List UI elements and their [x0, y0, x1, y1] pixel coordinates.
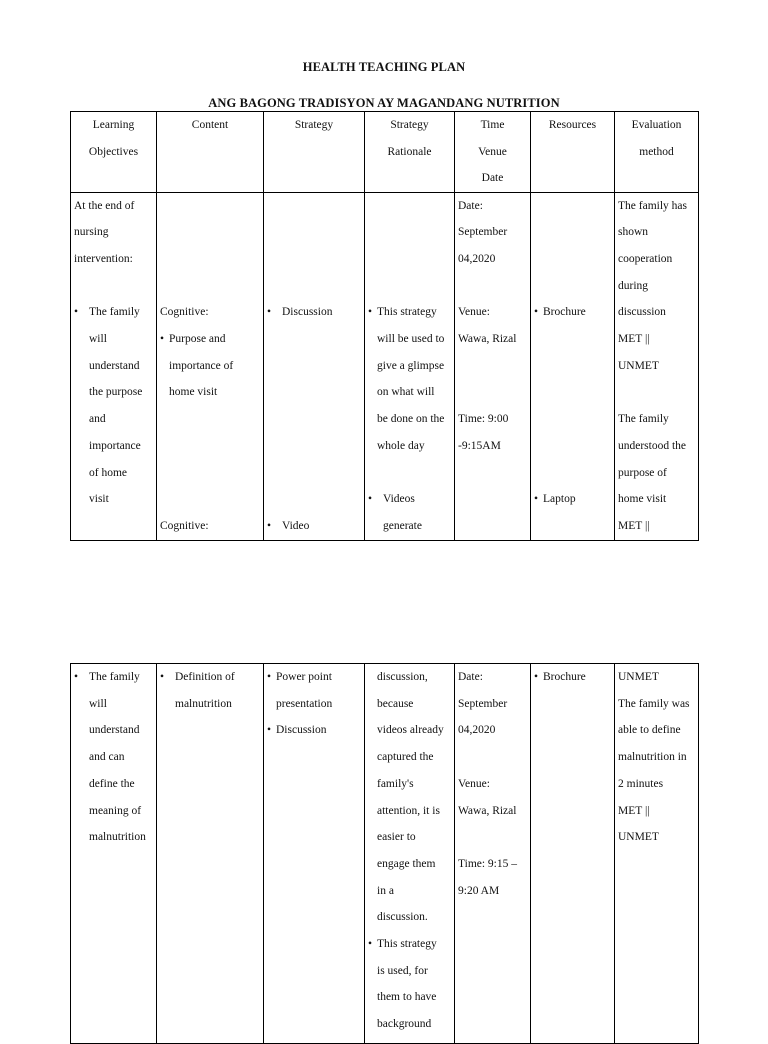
list-item: • This strategy is used, for them to have background [368, 931, 451, 1038]
list-item: • Discussion [267, 299, 361, 326]
page-title: HEALTH TEACHING PLAN [302, 60, 466, 74]
bullet-icon: • [160, 332, 165, 345]
strategy-cell [264, 664, 365, 1044]
list-item: • The family will understand and can define the meaning of malnutrition [74, 664, 153, 851]
header-evaluation-method: Evaluation method [615, 112, 699, 193]
header-learning-objectives: Learning Objectives [71, 112, 157, 193]
bullet-icon: • [160, 671, 165, 683]
list-item: • Discussion [267, 717, 361, 744]
header-content: Content [157, 112, 264, 193]
content-cell [157, 664, 264, 1044]
resources-cell [531, 192, 615, 540]
header-time-venue-date: Time Venue Date [455, 112, 531, 193]
evaluation-cell: UNMET The family was able to define malnutrition in 2 minutes MET || UNMET [615, 664, 699, 1044]
bullet-icon: • [368, 938, 373, 951]
resources-cell [531, 664, 615, 1044]
table-row [71, 192, 699, 540]
list-item: • The family will understand the purpose and importance of home visit [74, 299, 153, 513]
list-item: • Definition of malnutrition [160, 664, 260, 717]
objectives-cell [71, 664, 157, 1044]
teaching-plan-table-2 [70, 663, 699, 1044]
time-venue-date-cell: Date: September 04,2020 Venue: Wawa, Rizal Time: 9:15 – 9:20 AM [455, 664, 531, 1044]
list-item: • Laptop [534, 486, 611, 513]
bullet-icon: • [74, 671, 79, 683]
list-item: • Brochure [534, 299, 611, 326]
bullet-icon: • [74, 306, 79, 319]
list-item: • Videos generate [368, 486, 451, 539]
header-strategy-rationale: Strategy Rationale [365, 112, 455, 193]
table-row [71, 664, 699, 1044]
content-cell: Cognitive: • Purpose and importance of home visit Cognitive: [157, 192, 264, 540]
bullet-icon: • [368, 493, 373, 506]
bullet-icon: • [534, 306, 539, 319]
header-strategy: Strategy [264, 112, 365, 193]
bullet-icon: • [534, 493, 539, 506]
bullet-icon: • [267, 306, 272, 319]
page-subtitle: ANG BAGONG TRADISYON AY MAGANDANG NUTRITION [208, 96, 560, 110]
bullet-icon: • [267, 724, 272, 737]
list-item: • Power point presentation [267, 664, 361, 717]
teaching-plan-table-1 [70, 111, 699, 541]
bullet-icon: • [368, 306, 373, 319]
bullet-icon: • [267, 519, 272, 532]
list-item: • Video [267, 513, 361, 540]
header-row [71, 112, 699, 193]
list-item: • Purpose and importance of home visit [160, 326, 260, 406]
list-item: • This strategy will be used to give a glimpse on what will be done on the whole day [368, 299, 451, 459]
objectives-cell: At the end of nursing intervention: • The family will understand the purpose and importance of home visit [71, 192, 157, 540]
evaluation-cell: The family has shown cooperation during discussion MET || UNMET The family understood the purpose of home visit MET || [615, 192, 699, 540]
header-resources: Resources [531, 112, 615, 193]
strategy-cell [264, 192, 365, 540]
bullet-icon: • [534, 671, 539, 683]
rationale-cell: discussion, because videos already captured the family's attention, it is easier to engage them in a discussion. • This strategy is used, for them to have background [365, 664, 455, 1044]
time-venue-date-cell: Date: September 04,2020 Venue: Wawa, Rizal Time: 9:00 -9:15AM [455, 192, 531, 540]
bullet-icon: • [267, 671, 272, 683]
rationale-cell [365, 192, 455, 540]
list-item: • Brochure [534, 664, 611, 691]
